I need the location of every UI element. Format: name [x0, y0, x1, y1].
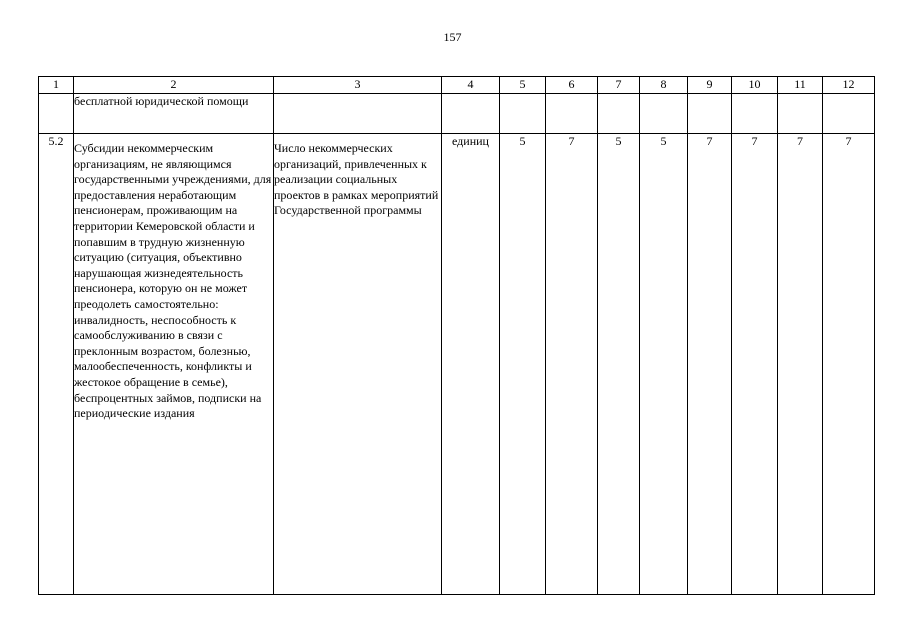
- indicator-name-cell: [274, 94, 442, 134]
- header-cell: 1: [39, 77, 74, 94]
- header-cell: 11: [778, 77, 823, 94]
- value-cell: [823, 94, 875, 134]
- value-cell: 5: [500, 134, 546, 595]
- value-cell: [688, 94, 732, 134]
- value-cell: [732, 94, 778, 134]
- value-cell: 7: [732, 134, 778, 595]
- unit-cell: единиц: [442, 134, 500, 595]
- row-number-cell: [39, 94, 74, 134]
- value-cell: 7: [688, 134, 732, 595]
- measure-name-cell: бесплатной юридической помощи: [74, 94, 274, 134]
- table-row: [39, 94, 875, 134]
- unit-cell: [442, 94, 500, 134]
- value-cell: 5: [640, 134, 688, 595]
- header-cell: 6: [546, 77, 598, 94]
- header-cell: 2: [74, 77, 274, 94]
- header-cell: 12: [823, 77, 875, 94]
- value-cell: 5: [598, 134, 640, 595]
- indicator-table: [38, 76, 875, 595]
- header-cell: 7: [598, 77, 640, 94]
- value-cell: 7: [778, 134, 823, 595]
- value-cell: 7: [546, 134, 598, 595]
- header-cell: 3: [274, 77, 442, 94]
- row-number-cell: 5.2: [39, 134, 74, 595]
- value-cell: [500, 94, 546, 134]
- header-cell: 10: [732, 77, 778, 94]
- value-cell: [598, 94, 640, 134]
- page-number: 157: [443, 30, 462, 44]
- value-cell: 7: [823, 134, 875, 595]
- table-row: [39, 134, 875, 595]
- header-cell: 8: [640, 77, 688, 94]
- indicator-name-cell: Число некоммерческих организаций, привлеченных к реализации социальных проектов в рамках мероприятий Государственной программы: [274, 134, 442, 595]
- header-cell: 4: [442, 77, 500, 94]
- header-row: [39, 77, 875, 94]
- value-cell: [640, 94, 688, 134]
- measure-name-cell: Субсидии некоммерческим организациям, не являющимся государственными учреждениями, для предоставления неработающим пенсионерам, проживающим на территории Кемеровской области и попавшим в трудную жизненную ситуацию (ситуация, объективно нарушающая жизнедеятельность пенсионера, которую он не может преодолеть самостоятельно: инвалидность, неспособность к самообслуживанию в связи с преклонным возрастом, болезнью, малообеспеченность, конфликты и жестокое обращение в семье), беспроцентных займов, подписки на периодические издания: [74, 134, 274, 595]
- value-cell: [778, 94, 823, 134]
- header-cell: 9: [688, 77, 732, 94]
- header-cell: 5: [500, 77, 546, 94]
- value-cell: [546, 94, 598, 134]
